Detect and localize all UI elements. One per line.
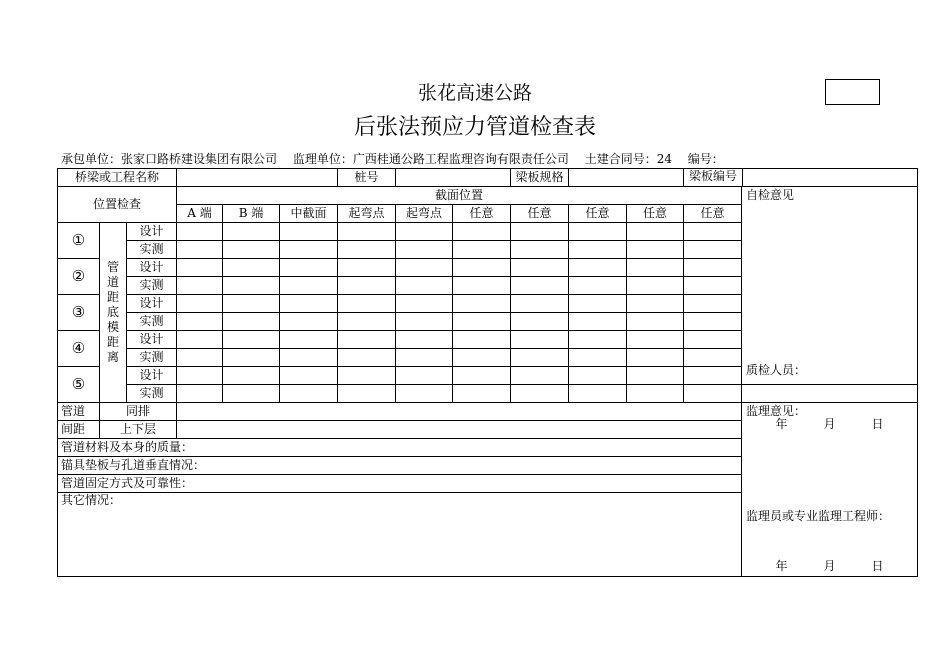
col-header: A 端: [177, 205, 223, 223]
duct-number: ⑤: [58, 367, 100, 403]
data-cell[interactable]: [569, 367, 627, 385]
data-cell[interactable]: [338, 241, 396, 259]
data-cell[interactable]: [177, 367, 223, 385]
beam-spec-label: 梁板规格: [511, 169, 569, 187]
data-cell[interactable]: [627, 295, 684, 313]
data-cell[interactable]: [177, 259, 223, 277]
data-cell[interactable]: [223, 295, 280, 313]
month-label: 月: [823, 417, 836, 431]
duct-number: ①: [58, 223, 100, 259]
header-row-1: [58, 169, 918, 187]
data-cell[interactable]: [223, 259, 280, 277]
col-header: 任意: [511, 205, 569, 223]
month-label: 月: [823, 559, 836, 573]
engineer-label: 监理员或专业监理工程师：: [746, 509, 891, 523]
col-header: 起弯点: [338, 205, 396, 223]
day-label: 日: [871, 417, 884, 431]
supervisor-text: 监理单位：广西桂通公路工程监理咨询有限责任公司: [292, 152, 569, 166]
data-cell[interactable]: [453, 331, 511, 349]
data-cell[interactable]: [396, 295, 453, 313]
measured-label: 实测: [127, 349, 177, 367]
section-position-label: 截面位置: [177, 187, 742, 205]
data-cell[interactable]: [396, 385, 453, 403]
supervision-date: [742, 559, 917, 574]
data-cell[interactable]: [177, 385, 223, 403]
data-cell[interactable]: [396, 349, 453, 367]
data-cell[interactable]: [511, 385, 569, 403]
data-cell[interactable]: [223, 385, 280, 403]
data-cell[interactable]: [627, 367, 684, 385]
beam-no-label: 梁板编号: [684, 169, 743, 186]
data-cell[interactable]: [453, 295, 511, 313]
data-cell[interactable]: [223, 331, 280, 349]
spacing-label-2: 间距: [58, 421, 100, 439]
duct-number: ③: [58, 295, 100, 331]
fixing-label[interactable]: 管道固定方式及可靠性：: [58, 475, 742, 493]
data-cell[interactable]: [684, 313, 742, 331]
col-header: 任意: [627, 205, 684, 223]
design-label: 设计: [127, 331, 177, 349]
data-cell[interactable]: [453, 259, 511, 277]
data-cell[interactable]: [569, 223, 627, 241]
data-cell[interactable]: [396, 367, 453, 385]
data-cell[interactable]: [569, 241, 627, 259]
data-cell[interactable]: [338, 349, 396, 367]
day-label: 日: [871, 559, 884, 573]
data-cell[interactable]: [569, 259, 627, 277]
design-label: 设计: [127, 367, 177, 385]
data-cell[interactable]: [453, 313, 511, 331]
col-header: 任意: [453, 205, 511, 223]
position-check-label: 位置检查: [58, 187, 177, 223]
duct-number: ④: [58, 331, 100, 367]
data-cell[interactable]: [511, 241, 569, 259]
data-cell[interactable]: [569, 349, 627, 367]
data-cell[interactable]: [338, 331, 396, 349]
data-cell[interactable]: [453, 385, 511, 403]
data-cell[interactable]: [177, 349, 223, 367]
data-cell[interactable]: [223, 223, 280, 241]
data-cell[interactable]: [223, 367, 280, 385]
beam-no-cell: [684, 169, 918, 187]
data-cell[interactable]: [396, 259, 453, 277]
data-cell[interactable]: [627, 313, 684, 331]
same-row-label: 同排: [100, 403, 177, 421]
data-cell[interactable]: [280, 241, 338, 259]
supervision-area[interactable]: [742, 403, 918, 577]
data-cell[interactable]: [280, 313, 338, 331]
upper-lower-value[interactable]: [177, 421, 742, 439]
inspector-label: 质检人员：: [746, 363, 807, 377]
data-cell[interactable]: [223, 241, 280, 259]
data-cell[interactable]: [627, 277, 684, 295]
serial-number-text: 编号：: [687, 152, 724, 166]
measured-label: 实测: [127, 313, 177, 331]
data-cell[interactable]: [280, 367, 338, 385]
year-label: 年: [775, 559, 788, 573]
material-label[interactable]: 管道材料及本身的质量：: [58, 439, 742, 457]
data-cell[interactable]: [280, 223, 338, 241]
data-cell[interactable]: [569, 313, 627, 331]
inspection-table: [57, 168, 918, 577]
data-cell[interactable]: [684, 241, 742, 259]
self-check-label: 自检意见: [746, 188, 795, 202]
data-cell[interactable]: [177, 313, 223, 331]
col-header: 任意: [569, 205, 627, 223]
design-label: 设计: [127, 295, 177, 313]
col-header: B 端: [223, 205, 280, 223]
data-cell[interactable]: [511, 313, 569, 331]
data-cell[interactable]: [684, 295, 742, 313]
data-cell[interactable]: [627, 349, 684, 367]
data-cell[interactable]: [511, 367, 569, 385]
document-subtitle: 后张法预应力管道检查表: [353, 115, 596, 140]
data-cell[interactable]: [280, 385, 338, 403]
col-header: 中截面: [280, 205, 338, 223]
data-cell[interactable]: [338, 385, 396, 403]
header-row-2: [58, 187, 918, 205]
data-cell[interactable]: [396, 241, 453, 259]
data-cell[interactable]: [569, 331, 627, 349]
data-cell[interactable]: [338, 259, 396, 277]
data-cell[interactable]: [684, 349, 742, 367]
data-cell[interactable]: [511, 223, 569, 241]
data-cell[interactable]: [453, 349, 511, 367]
col-header: 起弯点: [396, 205, 453, 223]
measured-label: 实测: [127, 277, 177, 295]
data-cell[interactable]: [511, 277, 569, 295]
same-row-value[interactable]: [177, 403, 742, 421]
measured-label: 实测: [127, 241, 177, 259]
data-cell[interactable]: [396, 313, 453, 331]
design-label: 设计: [127, 223, 177, 241]
data-cell[interactable]: [627, 259, 684, 277]
contractor-text: 承包单位：张家口路桥建设集团有限公司: [61, 152, 278, 166]
data-cell[interactable]: [396, 277, 453, 295]
data-cell[interactable]: [280, 331, 338, 349]
data-cell[interactable]: [511, 295, 569, 313]
data-cell[interactable]: [627, 385, 684, 403]
data-cell[interactable]: [338, 313, 396, 331]
col-header: 任意: [684, 205, 742, 223]
data-cell[interactable]: [177, 277, 223, 295]
bridge-name-label: 桥梁或工程名称: [58, 169, 177, 187]
data-cell[interactable]: [684, 331, 742, 349]
data-cell[interactable]: [177, 295, 223, 313]
data-cell[interactable]: [223, 277, 280, 295]
contract-number-text: 土建合同号：24: [584, 152, 672, 166]
data-cell[interactable]: [177, 241, 223, 259]
data-cell[interactable]: [684, 367, 742, 385]
data-cell[interactable]: [453, 241, 511, 259]
data-cell[interactable]: [223, 349, 280, 367]
data-cell[interactable]: [627, 331, 684, 349]
data-cell[interactable]: [280, 259, 338, 277]
data-cell[interactable]: [338, 367, 396, 385]
data-cell[interactable]: [338, 295, 396, 313]
anchor-label[interactable]: 锚具垫板与孔道垂直情况：: [58, 457, 742, 475]
document-title: 张花高速公路: [417, 82, 532, 104]
data-cell[interactable]: [511, 331, 569, 349]
data-cell[interactable]: [684, 223, 742, 241]
data-cell[interactable]: [627, 223, 684, 241]
data-cell[interactable]: [338, 277, 396, 295]
data-cell[interactable]: [280, 277, 338, 295]
spacing-label-1: 管道: [58, 403, 100, 421]
data-cell[interactable]: [338, 223, 396, 241]
bridge-name-value[interactable]: [177, 169, 338, 187]
data-cell[interactable]: [684, 277, 742, 295]
data-cell[interactable]: [396, 223, 453, 241]
beam-spec-value[interactable]: [569, 169, 684, 187]
data-cell[interactable]: [177, 331, 223, 349]
data-cell[interactable]: [453, 277, 511, 295]
spacing-row-same: [58, 403, 918, 421]
data-cell[interactable]: [280, 349, 338, 367]
data-cell[interactable]: [223, 313, 280, 331]
info-line: [61, 150, 736, 167]
data-cell[interactable]: [177, 223, 223, 241]
measured-label: 实测: [127, 385, 177, 403]
data-cell[interactable]: [569, 277, 627, 295]
distance-label: 管道距底模距离: [100, 223, 127, 403]
pile-value[interactable]: [396, 169, 511, 187]
data-cell[interactable]: [511, 259, 569, 277]
data-cell[interactable]: [569, 295, 627, 313]
year-label: 年: [775, 417, 788, 431]
other-label[interactable]: 其它情况：: [58, 493, 742, 577]
supervision-opinion-label: 监理意见：: [746, 404, 807, 418]
data-cell[interactable]: [627, 241, 684, 259]
duct-number: ②: [58, 259, 100, 295]
data-cell[interactable]: [684, 259, 742, 277]
pile-label: 桩号: [338, 169, 396, 187]
data-cell[interactable]: [453, 367, 511, 385]
data-cell[interactable]: [280, 295, 338, 313]
beam-no-value[interactable]: [743, 169, 917, 186]
number-box[interactable]: [825, 79, 880, 105]
data-cell[interactable]: [569, 385, 627, 403]
data-cell[interactable]: [453, 223, 511, 241]
data-cell[interactable]: [511, 349, 569, 367]
duct-row-measured: [58, 385, 918, 403]
data-cell[interactable]: [396, 331, 453, 349]
upper-lower-label: 上下层: [100, 421, 177, 439]
design-label: 设计: [127, 259, 177, 277]
data-cell[interactable]: [684, 385, 742, 403]
